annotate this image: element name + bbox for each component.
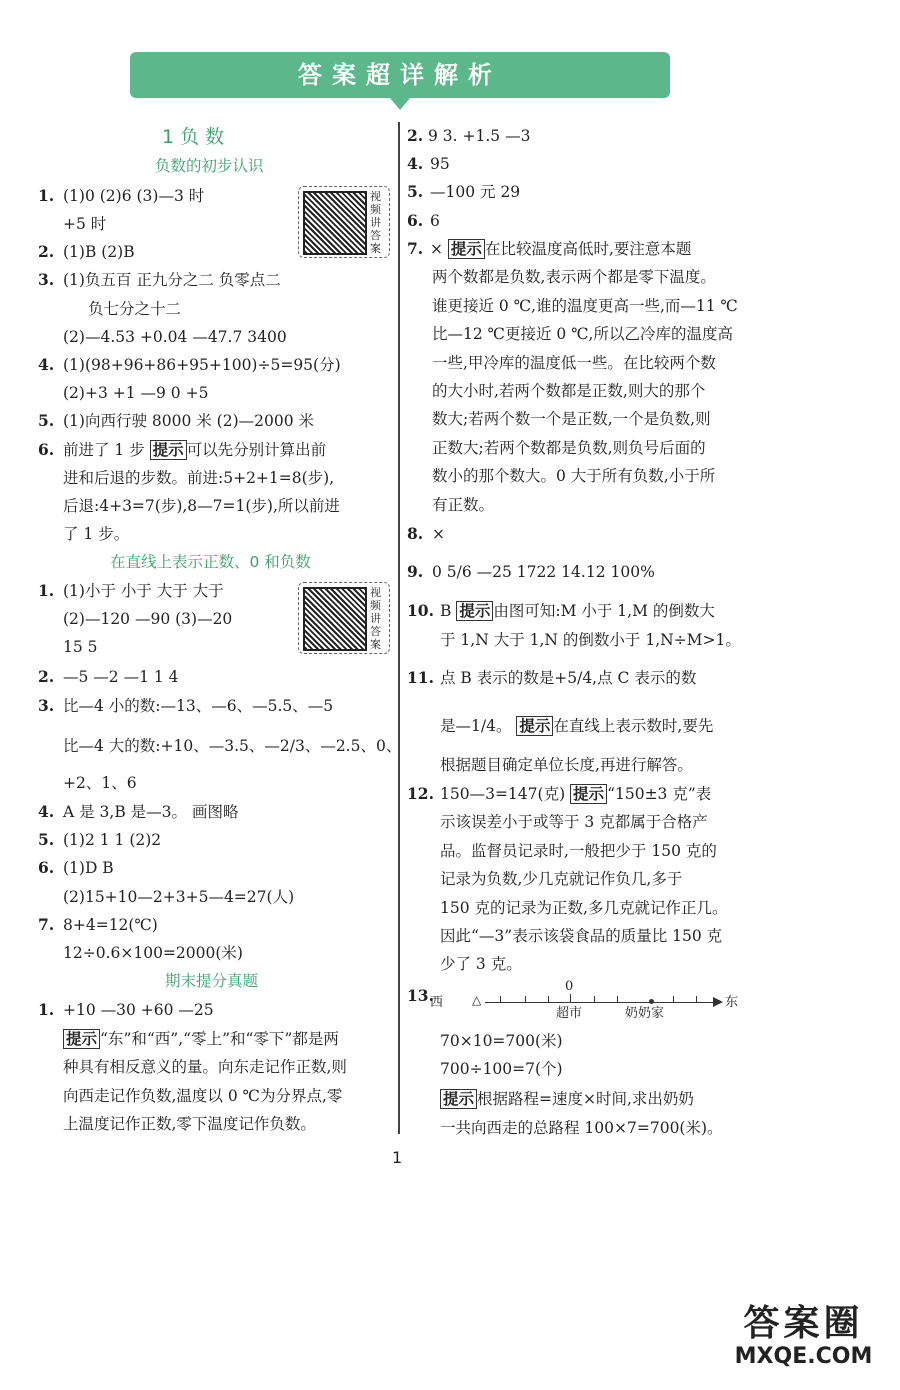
answer-line: 后退:4+3=7(步),8—7=1(步),所以前进 [63,497,340,515]
answer-text: 是—1/4。 [440,717,517,735]
axis-tick [696,996,697,1002]
hint-tag: 提示 [456,601,493,621]
answer-line [440,1085,694,1113]
answer-line: 数大;若两个数一个是正数,一个是负数,则 [432,410,711,428]
answer-line: 比—12 ℃更接近 0 ℃,所以乙冷库的温度高 [432,325,733,343]
answer-line: 少了 3 克。 [440,955,522,973]
market-label: 超市 [556,1006,583,1021]
answer-line: 15 5 [63,638,98,656]
q-number: 2. [407,126,424,145]
q-number: 3. [38,270,55,289]
answer-line: +5 时 [63,215,107,233]
banner-notch [390,98,410,110]
answer-line: +10 —30 +60 —25 [63,1001,214,1019]
answer-line: 进和后退的步数。前进:5+2+1=8(步), [63,469,335,487]
answer-line: 0 5/6 —25 1722 14.12 100% [432,563,655,581]
q-number: 7. [407,239,424,258]
watermark-top: 答案圈 [743,1303,864,1344]
answer-line: 示该误差小于或等于 3 克都属于合格产 [440,813,708,831]
answer-line [63,436,326,464]
qr-label: 视频讲答案 [370,586,381,651]
answer-text: 可以先分别计算出前 [186,441,327,459]
axis-tick [617,996,618,1002]
answer-line: 一些,甲冷库的温度低一些。在比较两个数 [432,354,716,372]
answer-line: 种具有相反意义的量。向东走记作正数,则 [63,1058,347,1076]
answer-line: 700÷100=7(个) [440,1060,563,1078]
answer-line: (2)15+10—2+3+5—4=27(人) [63,888,295,906]
answer-line: 9 3. +1.5 —3 [428,127,531,145]
answer-line: 两个数都是负数,表示两个都是零下温度。 [432,268,716,286]
arrow-right-icon [713,997,723,1007]
answer-line: 因此“—3”表示该袋食品的质量比 150 克 [440,927,723,945]
answer-line [440,597,715,625]
answer-text: 前进了 1 步 [63,441,150,459]
answer-text: “150±3 克”表 [607,785,712,803]
number-line [485,1002,715,1003]
answer-line [63,1025,339,1053]
q-number: 7. [38,915,55,934]
axis-tick [673,996,674,1002]
q-number: 5. [38,411,55,430]
answer-line: 了 1 步。 [63,525,130,543]
qr-code-icon[interactable] [303,587,367,651]
hint-tag: 提示 [440,1089,477,1109]
q-number: 1. [38,581,55,600]
q-number: 1. [38,186,55,205]
q-number: 12. [407,784,434,803]
answer-line: 8+4=12(℃) [63,916,158,934]
answer-line: (1)负五百 正九分之二 负零点二 [63,271,281,289]
answer-line [430,235,691,263]
q-number: 2. [38,667,55,686]
axis-zero-label: 0 [565,979,574,994]
answer-text: × [430,240,448,258]
axis-tick [500,996,501,1002]
answer-line: 95 [430,155,450,173]
answer-line: 150 克的记录为正数,多几克就记作正几。 [440,899,728,917]
answer-line: 正数大;若两个数都是负数,则负号后面的 [432,439,706,457]
q-number: 9. [407,562,424,581]
triangle-icon: △ [472,993,482,1007]
qr-code-icon[interactable] [303,191,367,255]
q-number: 6. [407,211,424,230]
answer-line: (2)—4.53 +0.04 —47.7 3400 [63,328,287,346]
answer-line: × [432,525,445,543]
answer-line: (2)—120 —90 (3)—20 [63,610,233,628]
answer-line: 12÷0.6×100=2000(米) [63,944,243,962]
answer-line: (1)D B [63,859,114,877]
answer-line: 记录为负数,少几克就记作负几,多于 [440,870,683,888]
title-banner [130,52,670,98]
hint-tag: 提示 [570,784,607,804]
answer-line: 数小的那个数大。0 大于所有负数,小于所 [432,467,716,485]
answer-line: A 是 3,B 是—3。 画图略 [63,803,239,821]
answer-line: 比—4 小的数:—13、—6、—5.5、—5 [63,697,334,715]
answer-line: —5 —2 —1 1 4 [63,668,179,686]
answer-line: —100 元 29 [430,183,521,201]
qr-label: 视频讲答案 [370,190,381,255]
section-title-3: 期末提分真题 [165,972,259,990]
grandma-point [649,999,654,1004]
hint-tag: 提示 [448,239,485,259]
answer-text: B [440,602,457,620]
q-number: 13. [407,986,434,1005]
answer-line: 70×10=700(米) [440,1032,563,1050]
q-number: 2. [38,242,55,261]
q-number: 4. [407,154,424,173]
axis-east-label: 东 [725,995,739,1010]
watermark-bottom: MXQE.COM [734,1344,873,1369]
answer-line [440,780,711,808]
answer-line: 向西走记作负数,温度以 0 ℃为分界点,零 [63,1087,343,1105]
answer-line: 上温度记作正数,零下温度记作负数。 [63,1115,316,1133]
answer-line: 一共向西走的总路程 100×7=700(米)。 [440,1119,723,1137]
q-number: 4. [38,802,55,821]
q-number: 3. [38,696,55,715]
q-number: 10. [407,601,434,620]
column-divider [398,122,400,1134]
section-title-2: 在直线上表示正数、0 和负数 [110,553,311,571]
answer-text: “东”和“西”,“零上”和“零下”都是两 [100,1030,339,1048]
q-number: 8. [407,524,424,543]
answer-line: 根据题目确定单位长度,再进行解答。 [440,756,693,774]
hint-tag: 提示 [63,1029,100,1049]
section-title-1: 负数的初步认识 [155,157,264,175]
q-number: 6. [38,440,55,459]
page-title: 答案超详解析 [298,61,502,89]
axis-tick [548,996,549,1002]
axis-tick [594,996,595,1002]
page-number: 1 [392,1148,403,1167]
answer-text: 根据路程=速度×时间,求出奶奶 [477,1090,694,1108]
answer-line: 6 [430,212,440,230]
q-number: 5. [407,182,424,201]
axis-west-label: 西 [430,995,444,1010]
answer-line: 谁更接近 0 ℃,谁的温度更高一些,而—11 ℃ [432,297,738,315]
answer-line: 点 B 表示的数是+5/4,点 C 表示的数 [440,669,697,687]
q-number: 1. [38,1000,55,1019]
axis-tick [525,996,526,1002]
answer-text: 150—3=147(克) [440,785,571,803]
answer-line: (1)B (2)B [63,243,135,261]
answer-line: (1)0 (2)6 (3)—3 时 [63,187,205,205]
chapter-title: 1 负 数 [162,126,225,148]
answer-text: 在直线上表示数时,要先 [553,717,714,735]
answer-line: (2)+3 +1 —9 0 +5 [63,384,209,402]
q-number: 5. [38,830,55,849]
q-number: 11. [407,668,434,687]
hint-tag: 提示 [516,716,553,736]
answer-line: 有正数。 [432,496,495,514]
answer-line: (1)小于 小于 大于 大于 [63,582,224,600]
answer-line: 的大小时,若两个数都是正数,则大的那个 [432,382,706,400]
answer-line: (1)2 1 1 (2)2 [63,831,162,849]
q-number: 6. [38,858,55,877]
answer-line [440,712,713,740]
hint-tag: 提示 [150,440,187,460]
answer-text: 由图可知:M 小于 1,M 的倒数大 [493,602,715,620]
answer-line: 品。监督员记录时,一般把少于 150 克的 [440,842,717,860]
answer-line: (1)向西行驶 8000 米 (2)—2000 米 [63,412,315,430]
answer-line: (1)(98+96+86+95+100)÷5=95(分) [63,356,341,374]
answer-text: 在比较温度高低时,要注意本题 [484,240,692,258]
answer-line: +2、1、6 [63,774,137,792]
watermark-logo [721,1304,886,1376]
answer-line: 于 1,N 大于 1,N 的倒数小于 1,N÷M>1。 [440,631,741,649]
answer-line: 比—4 大的数:+10、—3.5、—2/3、—2.5、0、 [63,737,402,755]
grandma-label: 奶奶家 [625,1006,665,1021]
answer-line: 负七分之十二 [88,300,182,318]
q-number: 4. [38,355,55,374]
